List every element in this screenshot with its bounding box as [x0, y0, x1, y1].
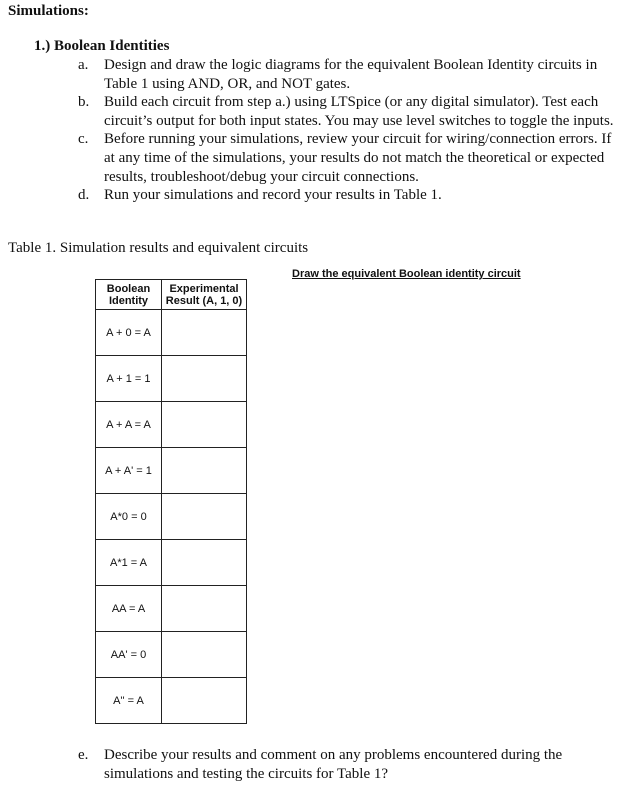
table-row — [96, 632, 247, 678]
step-letter: c. — [78, 131, 89, 148]
identity-cell: A + 1 = 1 — [96, 356, 162, 402]
table-row — [96, 402, 247, 448]
identity-cell: A*1 = A — [96, 540, 162, 586]
results-table — [95, 279, 247, 724]
step-d — [78, 186, 618, 205]
step-text: Run your simulations and record your results in Table 1. — [104, 187, 442, 204]
result-cell[interactable] — [162, 310, 247, 356]
section-title: 1.) Boolean Identities — [34, 38, 170, 54]
identity-cell: A + A = A — [96, 402, 162, 448]
result-cell[interactable] — [162, 402, 247, 448]
result-cell[interactable] — [162, 356, 247, 402]
identity-cell: A'' = A — [96, 678, 162, 724]
table-row — [96, 356, 247, 402]
step-letter: a. — [78, 57, 89, 73]
identity-cell: A + 0 = A — [96, 310, 162, 356]
result-cell[interactable] — [162, 494, 247, 540]
table-header-row — [96, 280, 247, 310]
identity-cell: AA = A — [96, 586, 162, 632]
header-boolean-identity: Boolean Identity — [96, 280, 162, 310]
step-a — [78, 56, 618, 93]
identity-cell: AA' = 0 — [96, 632, 162, 678]
result-cell[interactable] — [162, 540, 247, 586]
instruction-list — [78, 56, 618, 205]
page-heading: Simulations: — [8, 3, 89, 19]
table-row — [96, 494, 247, 540]
step-text: Build each circuit from step a.) using LTSpice (or any digital simulator). Test each circuit’s output for both input states. You may use level switches to toggle the inputs. — [104, 94, 614, 129]
step-c — [78, 130, 618, 186]
table-row — [96, 540, 247, 586]
step-b — [78, 93, 618, 130]
step-e — [78, 746, 618, 783]
step-letter: e. — [78, 747, 89, 763]
header-experimental-result: Experimental Result (A, 1, 0) — [162, 280, 247, 310]
step-letter: d. — [78, 187, 90, 204]
step-text: Design and draw the logic diagrams for the equivalent Boolean Identity circuits in Table 1 using AND, OR, and NOT gates. — [104, 57, 598, 92]
table-row — [96, 586, 247, 632]
step-text: Describe your results and comment on any problems encountered during the simulations and testing the circuits for Table 1? — [104, 747, 563, 782]
table-caption: Table 1. Simulation results and equivalent circuits — [8, 240, 309, 256]
step-letter: b. — [78, 94, 90, 111]
result-cell[interactable] — [162, 632, 247, 678]
draw-circuit-label: Draw the equivalent Boolean identity circuit — [292, 268, 521, 280]
table-row — [96, 678, 247, 724]
identity-cell: A + A' = 1 — [96, 448, 162, 494]
result-cell[interactable] — [162, 586, 247, 632]
table-row — [96, 448, 247, 494]
result-cell[interactable] — [162, 448, 247, 494]
step-text: Before running your simulations, review your circuit for wiring/connection errors. If at any time of the simulations, your results do not match the theoretical or expected results, troubleshoot/debug your circuit connections. — [104, 131, 612, 185]
result-cell[interactable] — [162, 678, 247, 724]
identity-cell: A*0 = 0 — [96, 494, 162, 540]
table-row — [96, 310, 247, 356]
